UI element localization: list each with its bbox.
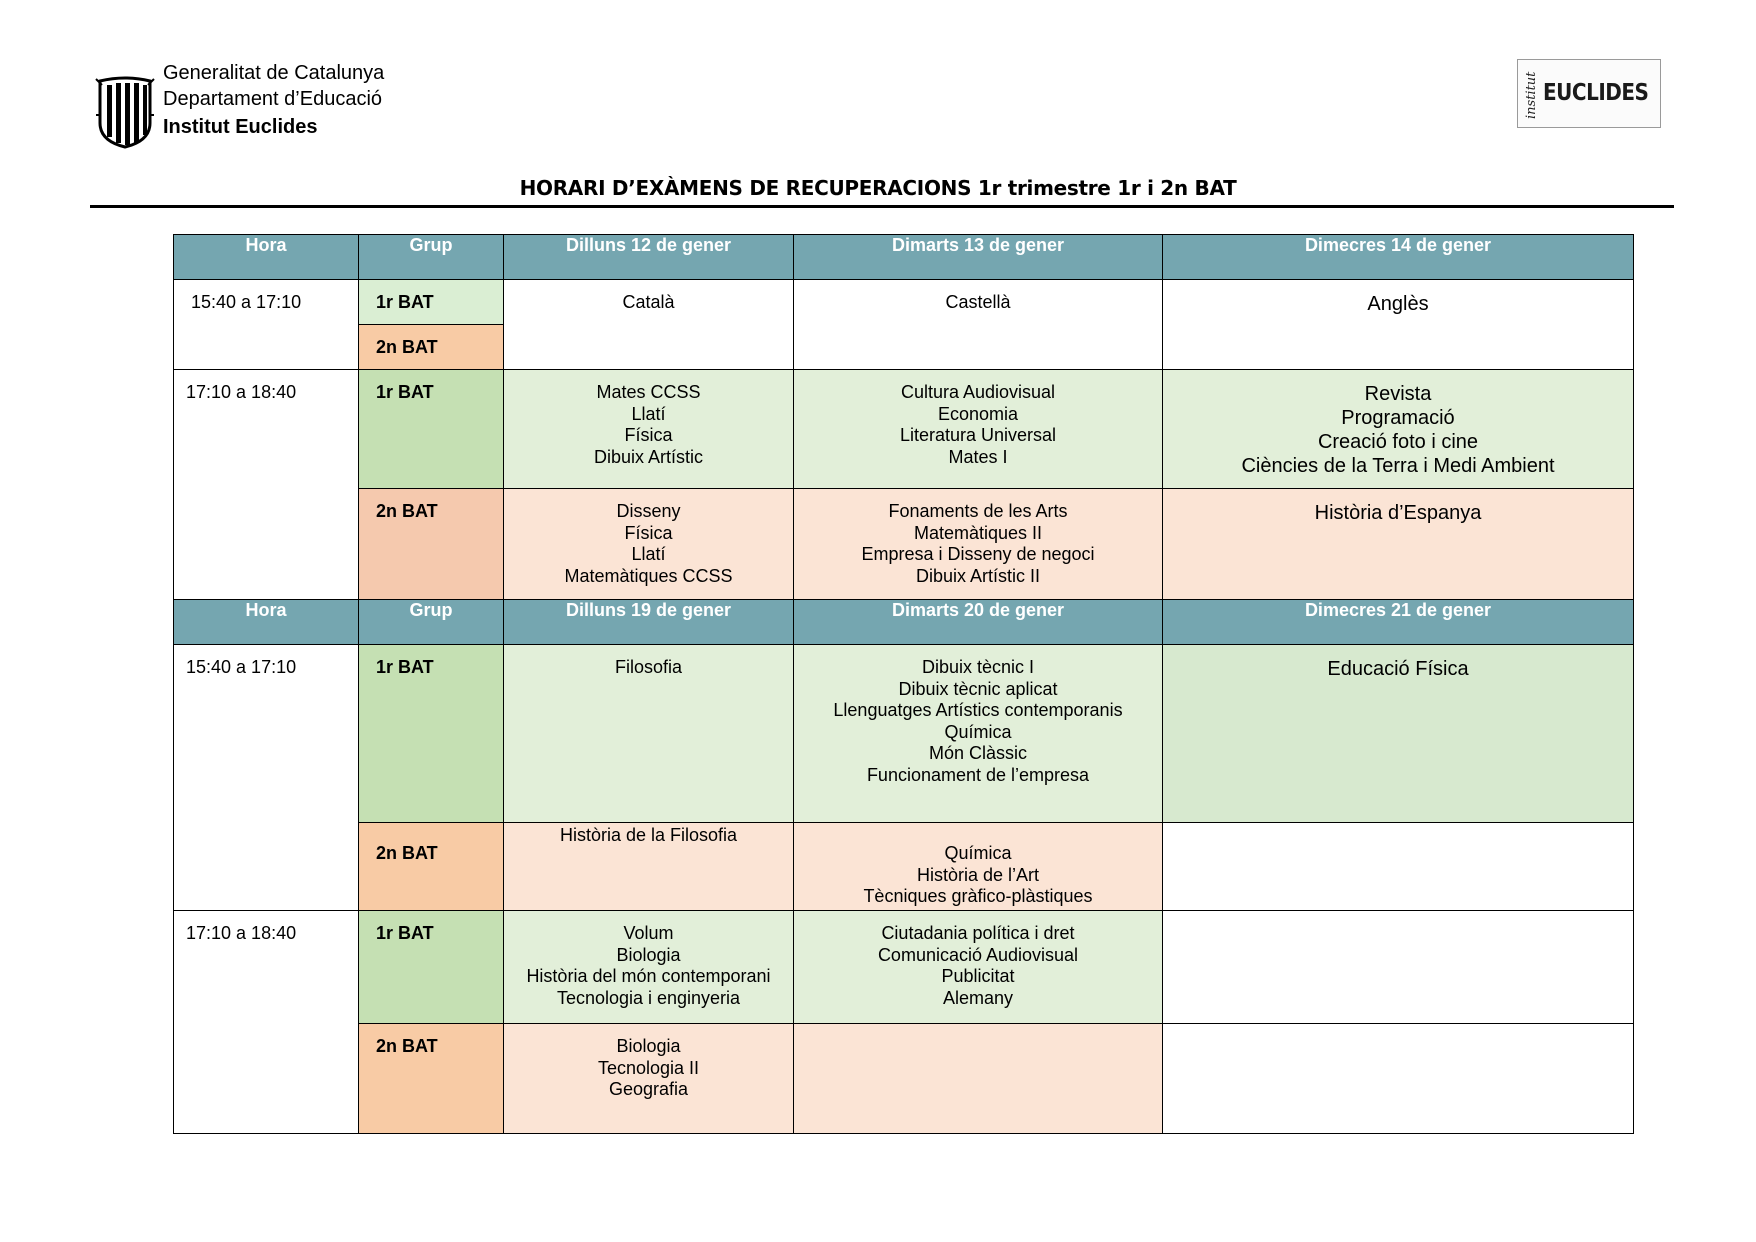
title-divider [90, 205, 1674, 208]
subject: Biologia [616, 1036, 681, 1056]
subject: Literatura Universal [899, 425, 1057, 445]
subject-cell [504, 489, 794, 600]
week1-header-row [174, 235, 1634, 280]
table-row [174, 489, 1634, 600]
logo-small-text: institut [1524, 71, 1539, 119]
subject-cell [504, 280, 794, 370]
subject-cell [504, 370, 794, 489]
subject: Biologia [616, 944, 681, 965]
logo-big-text: EUCLIDES [1543, 78, 1649, 106]
subject: Història de la Filosofia [559, 825, 738, 845]
subject: Tècniques gràfico-plàstiques [863, 886, 1093, 906]
subject: Física [624, 425, 673, 445]
subject-cell [794, 823, 1163, 911]
org-line-department: Departament d’Educació [163, 88, 383, 110]
empty-cell [1163, 911, 1634, 1024]
subject: Química [944, 843, 1012, 863]
subject: Castellà [945, 292, 1011, 312]
subject: Tecnologia i enginyeria [556, 987, 741, 1008]
subject: Comunicació Audiovisual [877, 944, 1079, 965]
week2-header-row [174, 600, 1634, 645]
subject: Dibuix tècnic aplicat [898, 678, 1058, 699]
group-label: 1r BAT [359, 911, 504, 1024]
subject: Dibuix Artístic [593, 446, 704, 467]
subject-cell [794, 489, 1163, 600]
group-label: 2n BAT [359, 823, 504, 911]
table-row [174, 823, 1634, 911]
subject: Dibuix tècnic I [921, 657, 1035, 677]
subject: Llatí [631, 403, 666, 424]
subject-cell [794, 645, 1163, 823]
subject: Català [622, 292, 675, 312]
subject-cell [794, 370, 1163, 489]
catalonia-seal-icon [94, 75, 156, 149]
subject: Física [624, 522, 673, 543]
subject-cell [1163, 489, 1634, 600]
header-grup: Grup [359, 235, 504, 280]
header-grup: Grup [359, 600, 504, 645]
subject: Dibuix Artístic II [915, 565, 1041, 586]
subject: Revista [1364, 383, 1432, 405]
subject: Educació Física [1327, 658, 1469, 680]
subject: Mates CCSS [596, 382, 701, 402]
empty-cell [1163, 1024, 1634, 1134]
subject: Anglès [1367, 293, 1429, 315]
subject: Cultura Audiovisual [900, 382, 1056, 402]
time-slot: 17:10 a 18:40 [174, 911, 359, 1134]
table-row [174, 645, 1634, 823]
time-slot: 15:40 a 17:10 [174, 645, 359, 911]
empty-cell [1163, 823, 1634, 911]
subject: Creació foto i cine [1317, 431, 1479, 453]
group-label: 1r BAT [359, 280, 504, 325]
subject-cell [794, 911, 1163, 1024]
subject: Història del món contemporani [526, 966, 771, 986]
subject: Història de l’Art [916, 864, 1040, 885]
subject: Geografia [608, 1079, 689, 1099]
subject: Matemàtiques II [913, 522, 1043, 543]
group-label: 2n BAT [359, 325, 504, 370]
subject-cell [794, 280, 1163, 370]
subject: Disseny [616, 501, 681, 521]
subject: Tecnologia II [597, 1057, 700, 1078]
subject: Ciències de la Terra i Medi Ambient [1241, 455, 1555, 477]
subject: Història d’Espanya [1314, 502, 1482, 524]
header-hora: Hora [174, 235, 359, 280]
subject: Programació [1341, 407, 1455, 429]
subject: Funcionament de l’empresa [866, 764, 1090, 785]
subject-cell [504, 645, 794, 823]
subject: Volum [623, 923, 674, 943]
group-label: 2n BAT [359, 1024, 504, 1134]
subject: Matemàtiques CCSS [564, 565, 733, 586]
subject: Llatí [631, 544, 666, 564]
time-slot: 17:10 a 18:40 [174, 370, 359, 600]
header-hora: Hora [174, 600, 359, 645]
table-row [174, 370, 1634, 489]
subject-cell [1163, 645, 1634, 823]
subject: Publicitat [941, 966, 1015, 986]
header-day-mon: Dilluns 19 de gener [504, 600, 794, 645]
header-day-mon: Dilluns 12 de gener [504, 235, 794, 280]
subject: Química [944, 721, 1012, 742]
exam-schedule-table [173, 234, 1634, 1134]
header-day-tue: Dimarts 20 de gener [794, 600, 1163, 645]
table-row [174, 911, 1634, 1024]
subject: Economia [937, 403, 1019, 424]
subject-cell [504, 823, 794, 911]
table-row [174, 280, 1634, 325]
subject: Empresa i Disseny de negoci [861, 544, 1095, 564]
table-row [174, 1024, 1634, 1134]
group-label: 1r BAT [359, 645, 504, 823]
empty-cell [794, 1024, 1163, 1134]
header-day-tue: Dimarts 13 de gener [794, 235, 1163, 280]
subject: Fonaments de les Arts [888, 501, 1068, 521]
group-label: 2n BAT [359, 489, 504, 600]
school-name: Institut Euclides [163, 116, 318, 138]
subject-cell [1163, 280, 1634, 370]
time-slot: 15:40 a 17:10 [174, 280, 359, 370]
subject-cell [504, 1024, 794, 1134]
header-day-wed: Dimecres 14 de gener [1163, 235, 1634, 280]
org-line-government: Generalitat de Catalunya [163, 62, 385, 84]
subject: Món Clàssic [928, 743, 1028, 763]
euclides-logo [1517, 59, 1661, 128]
subject: Llenguatges Artístics contemporanis [833, 700, 1123, 720]
group-label: 1r BAT [359, 370, 504, 489]
subject: Ciutadania política i dret [881, 923, 1075, 943]
header-day-wed: Dimecres 21 de gener [1163, 600, 1634, 645]
subject-cell [1163, 370, 1634, 489]
page-title: HORARI D’EXÀMENS DE RECUPERACIONS 1r trimestre 1r i 2n BAT [519, 176, 1237, 200]
subject: Mates I [948, 446, 1008, 467]
subject-cell [504, 911, 794, 1024]
subject: Alemany [942, 987, 1014, 1008]
subject: Filosofia [614, 657, 683, 677]
